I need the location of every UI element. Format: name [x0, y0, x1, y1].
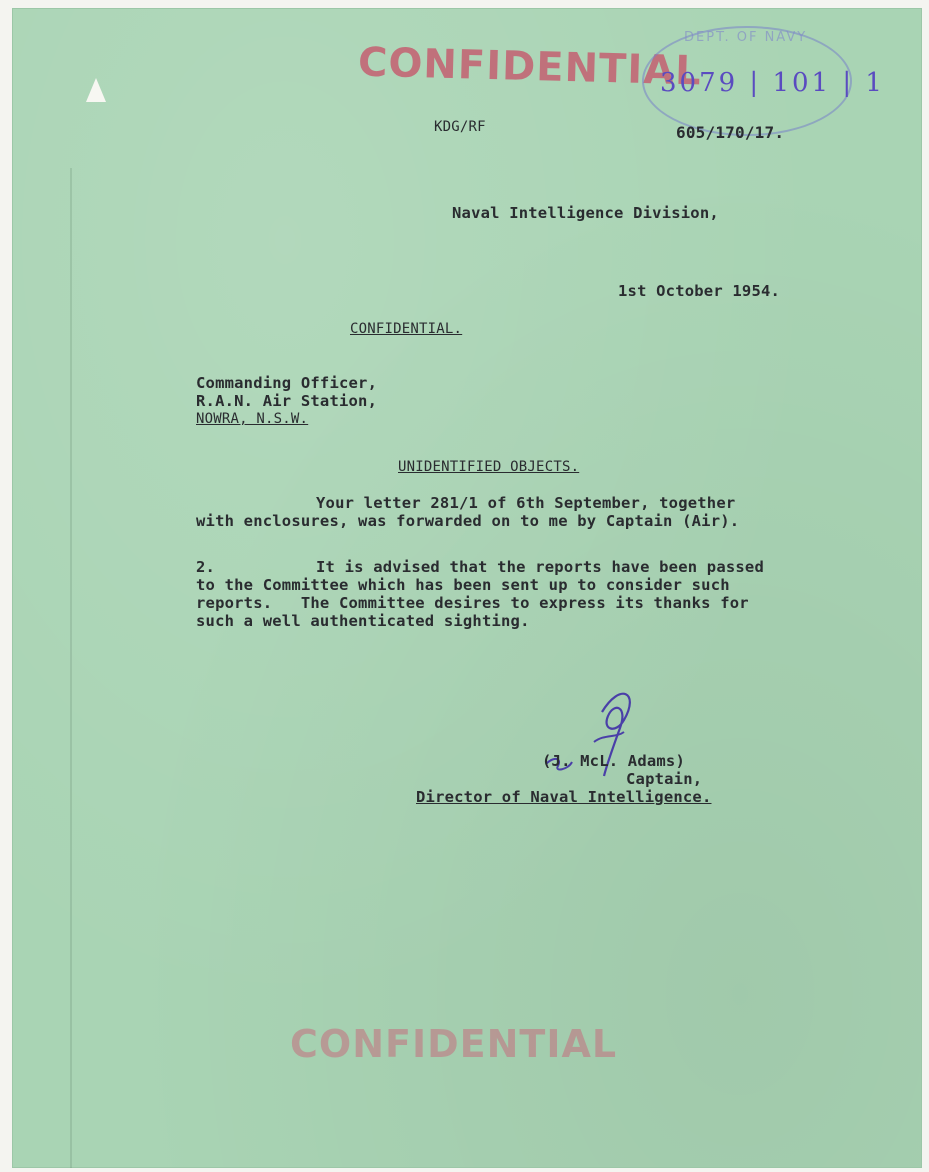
body-para2-line3: reports. The Committee desires to express its thanks for	[196, 594, 749, 612]
torn-corner	[86, 78, 106, 102]
reference-left: KDG/RF	[434, 119, 486, 135]
signatory-name: (J. McL. Adams)	[542, 752, 685, 770]
classification-line: CONFIDENTIAL.	[350, 321, 463, 337]
document-page	[12, 8, 922, 1168]
sender-division: Naval Intelligence Division,	[452, 204, 719, 222]
body-para1-line1: Your letter 281/1 of 6th September, together	[316, 494, 736, 512]
subject-line: UNIDENTIFIED OBJECTS.	[398, 459, 580, 475]
body-para2-line1: It is advised that the reports have been passed	[316, 558, 764, 576]
letter-date: 1st October 1954.	[618, 282, 781, 300]
confidential-stamp-bottom: CONFIDENTIAL	[290, 1022, 618, 1066]
body-para2-number: 2.	[196, 558, 216, 576]
body-para2-line2: to the Committee which has been sent up to consider such	[196, 576, 730, 594]
fold-line	[70, 168, 72, 1168]
confidential-stamp-top: CONFIDENTIAL	[357, 39, 703, 95]
file-stamp-label: DEPT. OF NAVY	[684, 30, 808, 45]
addressee-line-3: NOWRA, N.S.W.	[196, 411, 309, 427]
body-para2-line4: such a well authenticated sighting.	[196, 612, 530, 630]
addressee-line-2: R.A.N. Air Station,	[196, 392, 378, 410]
signatory-title: Director of Naval Intelligence.	[416, 788, 712, 806]
file-number-handwritten: 3079 | 101 | 1	[660, 68, 885, 98]
addressee-line-1: Commanding Officer,	[196, 374, 378, 392]
reference-right: 605/170/17.	[676, 123, 785, 142]
body-para1-line2: with enclosures, was forwarded on to me by Captain (Air).	[196, 512, 740, 530]
signatory-rank: Captain,	[626, 770, 703, 788]
